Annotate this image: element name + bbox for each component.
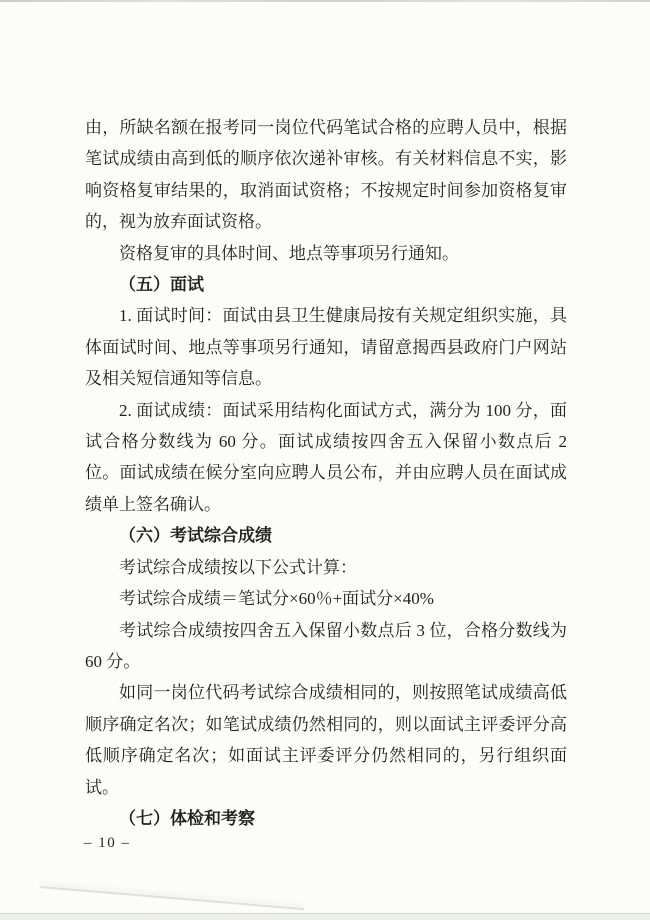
page-number: – 10 – [84, 835, 131, 851]
heading-section-6-composite-score: （六）考试综合成绩 [119, 526, 272, 546]
scan-bottom-edge-artifact [0, 913, 650, 920]
paper-crease-artifact [40, 886, 304, 910]
document-body [85, 112, 567, 834]
paragraph-rounding-rule: 考试综合成绩按四舍五入保留小数点后 3 位，合格分数线为 60 分。 [85, 620, 567, 671]
paragraph-interview-time: 1. 面试时间：面试由县卫生健康局按有关规定组织实施，具体面试时间、地点等事项另行通知，请留意揭西县政府门户网站及相关短信通知等信息。 [85, 306, 567, 389]
paragraph-qualification-review-continued: 由，所缺名额在报考同一岗位代码笔试合格的应聘人员中，根据笔试成绩由高到低的顺序依次递补审核。有关材料信息不实，影响资格复审结果的，取消面试资格；不按规定时间参加资格复审的，视为放弃面试资格。 [85, 118, 567, 232]
paragraph-tiebreak-rules: 如同一岗位代码考试综合成绩相同的，则按照笔试成绩高低顺序确定名次；如笔试成绩仍然相同的，则以面试主评委评分高低顺序确定名次；如面试主评委评分仍然相同的，另行组织面试。 [85, 683, 567, 797]
paragraph-review-notice: 资格复审的具体时间、地点等事项另行通知。 [119, 243, 459, 263]
paragraph-composite-score-formula: 考试综合成绩＝笔试分×60％+面试分×40% [119, 589, 434, 609]
heading-section-7-physical-exam: （七）体检和考察 [119, 808, 255, 828]
paragraph-interview-score: 2. 面试成绩：面试采用结构化面试方式，满分为 100 分，面试合格分数线为 60 分。面试成绩按四舍五入保留小数点后 2 位。面试成绩在候分室向应聘人员公布，并由应聘人员在面试成绩单上签名确认。 [85, 400, 567, 514]
paragraph-formula-intro: 考试综合成绩按以下公式计算： [119, 557, 357, 577]
heading-section-5-interview: （五）面试 [119, 275, 204, 295]
scan-top-edge-artifact [0, 0, 650, 2]
